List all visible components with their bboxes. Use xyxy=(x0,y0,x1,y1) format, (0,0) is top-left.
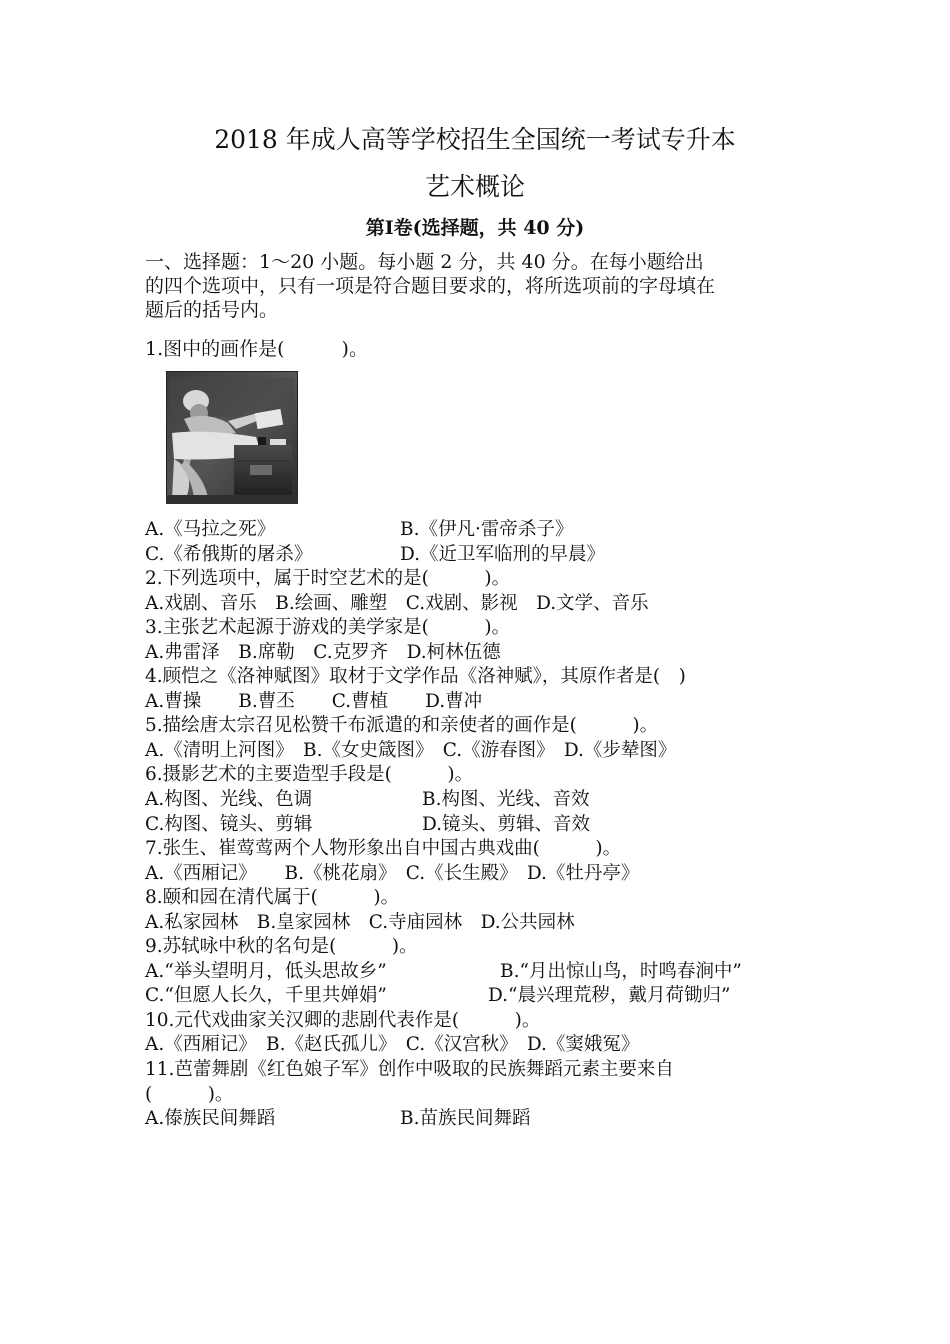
instructions-line: 一、选择题：1～20 小题。每小题 2 分，共 40 分。在每小题给出 xyxy=(145,251,704,273)
options-row: A.戏剧、音乐 B.绘画、雕塑 C.戏剧、影视 D.文学、音乐 xyxy=(145,592,649,614)
options-row: A.私家园林 B.皇家园林 C.寺庙园林 D.公共园林 xyxy=(145,911,575,933)
instructions-line: 题后的括号内。 xyxy=(145,299,279,321)
question-stem: 5.描绘唐太宗召见松赞千布派遣的和亲使者的画作是( )。 xyxy=(145,715,659,737)
instructions xyxy=(145,250,810,322)
subject-title: 艺术概论 xyxy=(424,172,525,201)
options-row xyxy=(145,788,825,813)
question-stem: 2.下列选项中，属于时空艺术的是( )。 xyxy=(145,568,511,590)
options-row xyxy=(145,543,825,568)
question-stem: 7.张生、崔莺莺两个人物形象出自中国古典戏曲( )。 xyxy=(145,838,622,860)
options-row: A.《西厢记》 B.《桃花扇》 C.《长生殿》 D.《牡丹亭》 xyxy=(145,862,640,884)
painting-image xyxy=(166,371,298,504)
option: C.构图、镜头、剪辑 xyxy=(145,813,313,835)
option: A.《马拉之死》 xyxy=(145,519,276,540)
options-row xyxy=(145,960,825,985)
question-list xyxy=(145,518,825,1132)
option: A.构图、光线、色调 xyxy=(145,789,313,811)
options-row xyxy=(145,813,825,838)
question-stem-continued: ( )。 xyxy=(145,1083,234,1105)
question-stem: 6.摄影艺术的主要造型手段是( )。 xyxy=(145,764,474,786)
option: D.“晨兴理荒秽，戴月荷锄归” xyxy=(488,985,731,1007)
options-row xyxy=(145,984,825,1009)
option: B.“月出惊山鸟，时鸣春涧中” xyxy=(500,960,742,982)
options-row xyxy=(145,518,825,543)
option: B.《伊凡·雷帝杀子》 xyxy=(400,519,574,540)
section-heading: 第Ⅰ卷(选择题，共 40 分) xyxy=(365,217,585,239)
option: A.傣族民间舞蹈 xyxy=(145,1108,276,1130)
options-row: A.《西厢记》 B.《赵氏孤儿》 C.《汉宫秋》 D.《窦娥冤》 xyxy=(145,1034,640,1056)
options-row: A.《清明上河图》 B.《女史箴图》 C.《游春图》 D.《步辇图》 xyxy=(145,739,677,761)
options-row: A.弗雷泽 B.席勒 C.克罗齐 D.柯林伍德 xyxy=(145,641,501,663)
question-stem: 11.芭蕾舞剧《红色娘子军》创作中吸取的民族舞蹈元素主要来自 xyxy=(145,1059,674,1081)
exam-title: 2018 年成人高等学校招生全国统一考试专升本 xyxy=(214,125,736,154)
option: B.构图、光线、音效 xyxy=(422,789,590,811)
option: B.苗族民间舞蹈 xyxy=(400,1108,531,1130)
option: A.“举头望明月，低头思故乡” xyxy=(145,960,387,982)
option: C.《希俄斯的屠杀》 xyxy=(145,543,313,565)
question-stem: 10.元代戏曲家关汉卿的悲剧代表作是( )。 xyxy=(145,1009,541,1031)
question-stem: 3.主张艺术起源于游戏的美学家是( )。 xyxy=(145,617,511,639)
question-1-stem: 1.图中的画作是( )。 xyxy=(145,338,368,360)
option: D.《近卫军临刑的早晨》 xyxy=(400,543,606,565)
option: C.“但愿人长久，千里共婵娟” xyxy=(145,985,387,1007)
option: D.镜头、剪辑、音效 xyxy=(422,813,591,835)
question-stem: 8.颐和园在清代属于( )。 xyxy=(145,887,400,909)
options-row xyxy=(145,1107,825,1132)
question-stem: 9.苏轼咏中秋的名句是( )。 xyxy=(145,936,418,958)
question-stem: 4.顾恺之《洛神赋图》取材于文学作品《洛神赋》，其原作者是( ) xyxy=(145,666,686,688)
instructions-line: 的四个选项中，只有一项是符合题目要求的，将所选项前的字母填在 xyxy=(145,275,716,297)
options-row: A.曹操 B.曹丕 C.曹植 D.曹冲 xyxy=(145,690,483,712)
